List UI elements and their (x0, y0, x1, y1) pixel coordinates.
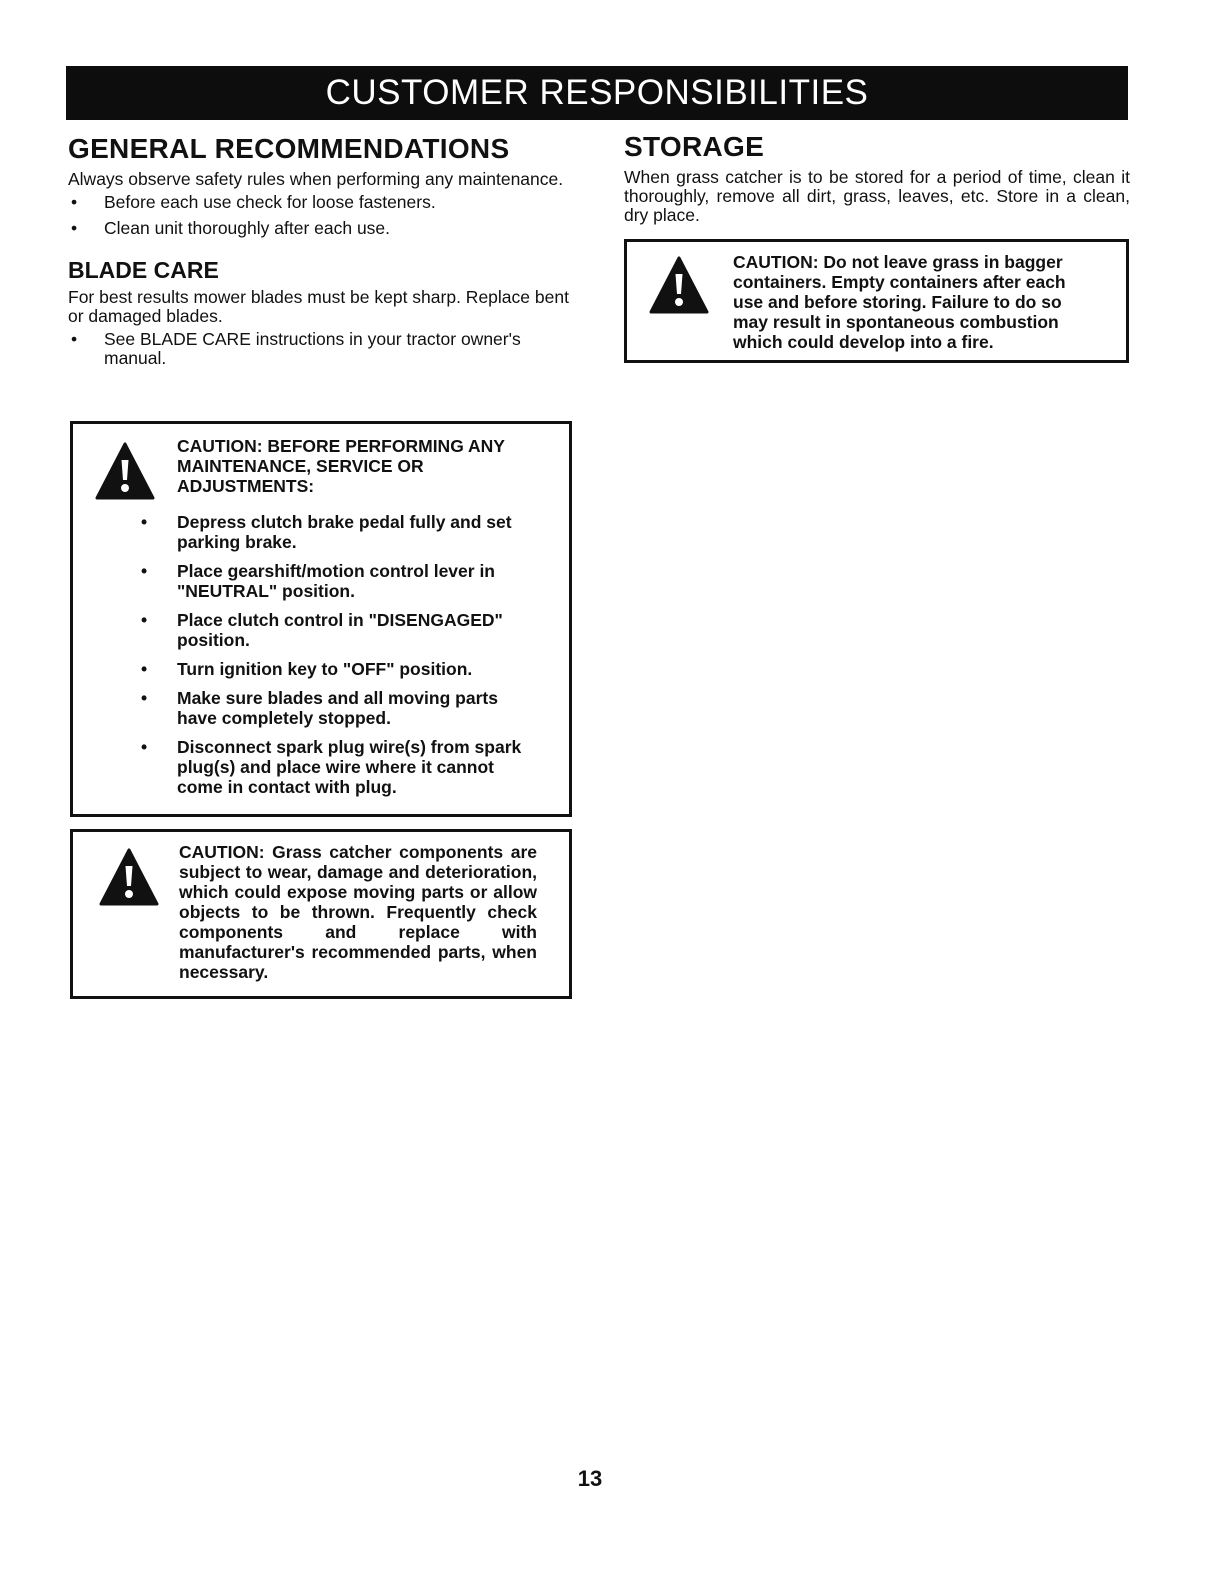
general-recommendations-intro: Always observe safety rules when performing any maintenance. (68, 169, 564, 189)
warning-triangle-icon (95, 442, 155, 500)
left-column (68, 132, 573, 375)
list-item: • Before each use check for loose fasteners. (71, 192, 436, 212)
page-number: 13 (577, 1466, 603, 1491)
list-item: • Place clutch control in "DISENGAGED" position. (141, 610, 503, 650)
caution-storage-text: CAUTION: Do not leave grass in bagger containers. Empty containers after each use and before storing. Failure to do so may result in spontaneous combustion which could develop into a fire. (733, 252, 1066, 352)
bullet-icon: • (141, 737, 148, 757)
list-item: • Clean unit thoroughly after each use. (71, 218, 391, 238)
warning-triangle-icon (99, 848, 159, 906)
bullet-icon: • (141, 610, 148, 630)
caution-maintenance-content (177, 436, 537, 496)
bullet-icon: • (141, 659, 148, 679)
caution-maintenance-list (139, 512, 539, 806)
caution-maintenance-title: CAUTION: BEFORE PERFORMING ANY MAINTENANCE, SERVICE OR ADJUSTMENTS: (177, 436, 505, 496)
list-item: • Place gearshift/motion control lever in "NEUTRAL" position. (141, 561, 495, 601)
general-recommendations-heading: GENERAL RECOMMENDATIONS (68, 133, 510, 164)
bullet-icon: • (71, 218, 78, 238)
storage-text: When grass catcher is to be stored for a period of time, clean it thoroughly, remove all dirt, grass, leaves, etc. Store in a clean, dry place. (624, 167, 1130, 225)
page-banner: CUSTOMER RESPONSIBILITIES (66, 66, 1128, 120)
blade-care-list (68, 330, 573, 368)
general-recommendations-list (68, 193, 573, 238)
caution-components-text: CAUTION: Grass catcher components are subject to wear, damage and deterioration, which could expose moving parts or allow objects to be thrown. Frequently check components and replace with manufacturer's recommended parts, when necessary. (179, 842, 537, 982)
caution-box-components (70, 829, 572, 999)
right-column (624, 130, 1130, 225)
bullet-icon: • (71, 329, 78, 349)
caution-box-maintenance (70, 421, 572, 817)
bullet-icon: • (141, 561, 148, 581)
list-item: • See BLADE CARE instructions in your tractor owner's manual. (71, 329, 521, 368)
blade-care-heading: BLADE CARE (68, 257, 219, 283)
bullet-icon: • (141, 512, 148, 532)
blade-care-intro: For best results mower blades must be kept sharp. Replace bent or damaged blades. (68, 287, 569, 326)
bullet-icon: • (141, 688, 148, 708)
warning-triangle-icon (649, 256, 709, 314)
caution-box-storage (624, 239, 1129, 363)
list-item: • Turn ignition key to "OFF" position. (141, 659, 473, 679)
list-item: • Make sure blades and all moving parts have completely stopped. (141, 688, 498, 728)
storage-heading: STORAGE (624, 131, 765, 162)
list-item: • Disconnect spark plug wire(s) from spark plug(s) and place wire where it cannot come in contact with plug. (141, 737, 522, 797)
bullet-icon: • (71, 192, 78, 212)
list-item: • Depress clutch brake pedal fully and set parking brake. (141, 512, 512, 552)
